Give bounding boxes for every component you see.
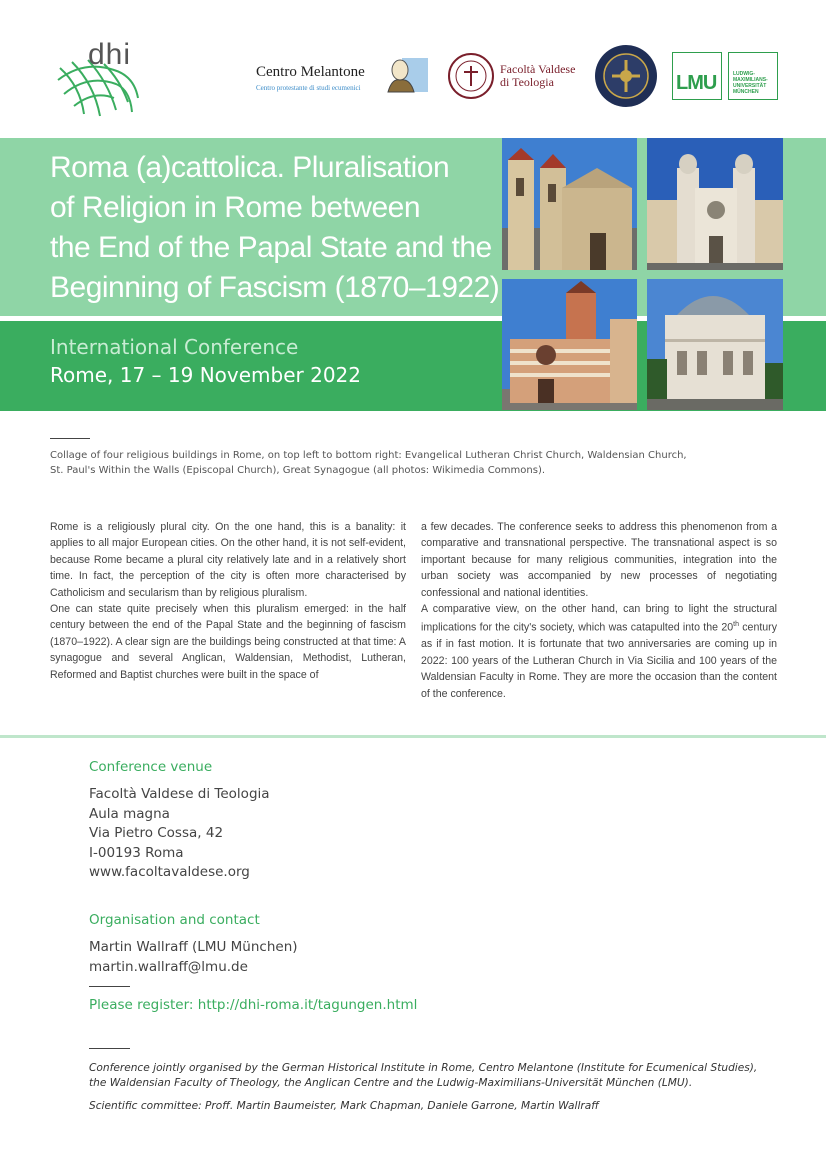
lmu-logo-text: LMU	[676, 72, 717, 94]
organisers-line-2: the Waldensian Faculty of Theology, the Anglican Centre and the Ludwig-Maximilians-Universität München (LMU).	[89, 1077, 693, 1089]
caption-line-1: Collage of four religious buildings in Rome, on top left to bottom right: Evangelical Lutheran Christ Church, Waldensian Church,	[50, 450, 687, 461]
section-divider	[0, 735, 826, 738]
venue-line-3: Via Pietro Cossa, 42	[89, 825, 224, 842]
valdese-line-2: di Teologia	[500, 75, 554, 89]
venue-line-4: I-00193 Roma	[89, 844, 184, 861]
venue-line-1: Facoltà Valdese di Teologia	[89, 786, 270, 802]
venue-line-2: Aula magna	[89, 805, 170, 822]
lmu-name-1: LUDWIG-	[733, 71, 755, 77]
dhi-logo-text: dhi	[88, 38, 132, 71]
lmu-logo	[672, 52, 722, 100]
melantone-name: Centro Melantone	[256, 64, 365, 80]
photo-caption	[50, 448, 750, 478]
title-line-3: the End of the Papal State and the	[50, 231, 492, 264]
valdese-seal-icon	[447, 52, 495, 100]
organisers-note	[89, 1061, 789, 1091]
body-paragraph: Rome is a religiously plural city. On the one hand, this is a banality: it applies to all major European cities. On the other hand, it is not self-evident, because Rome became a plural city relatively late and in a relatively short time. In fact, the perception of the city is often more characterised by Catholicism and secularism than by religious pluralism.	[50, 521, 406, 599]
register-divider	[89, 986, 130, 987]
photo-waldensian-church	[647, 138, 783, 270]
title-line-2: of Religion in Rome between	[50, 191, 421, 224]
body-paragraph: a few decades. The conference seeks to address this phenomenon from a comparative and transnational perspective. The transnational aspect is so important because for many religious communities, integration into the urban society was accompanied by new processes of negotiating confessional and national identities.	[421, 521, 777, 599]
valdese-line-1: Facoltà Valdese	[500, 62, 576, 76]
conference-title	[50, 148, 500, 308]
organisers-line-1: Conference jointly organised by the German Historical Institute in Rome, Centro Melantone (Institute for Ecumenical Studies),	[89, 1062, 758, 1074]
photo-st-pauls-church	[502, 279, 637, 410]
footer-divider	[89, 1048, 130, 1049]
logo-row	[0, 0, 826, 135]
photo-great-synagogue	[647, 279, 783, 410]
venue-address	[89, 785, 270, 883]
body-text: century as if in fast motion. It is fortunate that two anniversaries are coming up in 2022: 100 years of the Lutheran Church in Via Sicilia and 100 years of the Waldensian Faculty in Rome. They are more the occasion than the content of the conference.	[421, 621, 778, 700]
venue-heading: Conference venue	[89, 759, 213, 775]
scientific-committee: Scientific committee: Proff. Martin Baumeister, Mark Chapman, Daniele Garrone, Martin Wallraff	[89, 1100, 599, 1112]
title-line-4: Beginning of Fascism (1870–1922)	[50, 271, 500, 304]
caption-divider	[50, 438, 90, 439]
venue-website: www.facoltavaldese.org	[89, 864, 250, 881]
valdese-logo-text	[500, 63, 575, 89]
contact-email: martin.wallraff@lmu.de	[89, 958, 248, 975]
contact-name: Martin Wallraff (LMU München)	[89, 939, 298, 955]
body-column-left	[50, 519, 406, 683]
lmu-name-box	[728, 52, 778, 100]
centro-melantone-logo	[256, 64, 365, 92]
body-text: A comparative view, on the other hand, can bring to light the structural implications for the city's society, which was catapulted into the 20	[421, 603, 777, 634]
contact-details	[89, 938, 298, 977]
contact-heading: Organisation and contact	[89, 912, 260, 928]
anglican-centre-seal-icon	[594, 44, 658, 108]
conference-subtitle: International Conference	[50, 335, 299, 359]
register-link: Please register: http://dhi-roma.it/tagungen.html	[89, 997, 418, 1013]
photo-lutheran-church	[502, 138, 637, 270]
title-line-1: Roma (a)cattolica. Pluralisation	[50, 151, 450, 184]
ordinal-suffix: th	[733, 621, 739, 629]
lmu-name-2: MAXIMILIANS-	[733, 77, 768, 83]
body-paragraph	[421, 601, 777, 702]
conference-date: Rome, 17 – 19 November 2022	[50, 363, 362, 387]
lmu-name-3: UNIVERSITÄT	[733, 83, 767, 89]
melantone-sub: Centro protestante di studi ecumenici	[256, 84, 361, 92]
body-paragraph: One can state quite precisely when this pluralism emerged: in the half century between the end of the Papal State and the beginning of fascism (1870–1922). A clear sign are the buildings being constructed at that time: A synagogue and several Anglican, Waldensian, Methodist, Lutheran, Reformed and Baptist churches were built in the space of	[50, 603, 406, 681]
lmu-name-4: MÜNCHEN	[733, 89, 759, 95]
melanchthon-portrait-icon	[384, 56, 428, 94]
caption-line-2: St. Paul's Within the Walls (Episcopal Church), Great Synagogue (all photos: Wikimedia Commons).	[50, 465, 546, 476]
body-column-right	[421, 519, 777, 702]
